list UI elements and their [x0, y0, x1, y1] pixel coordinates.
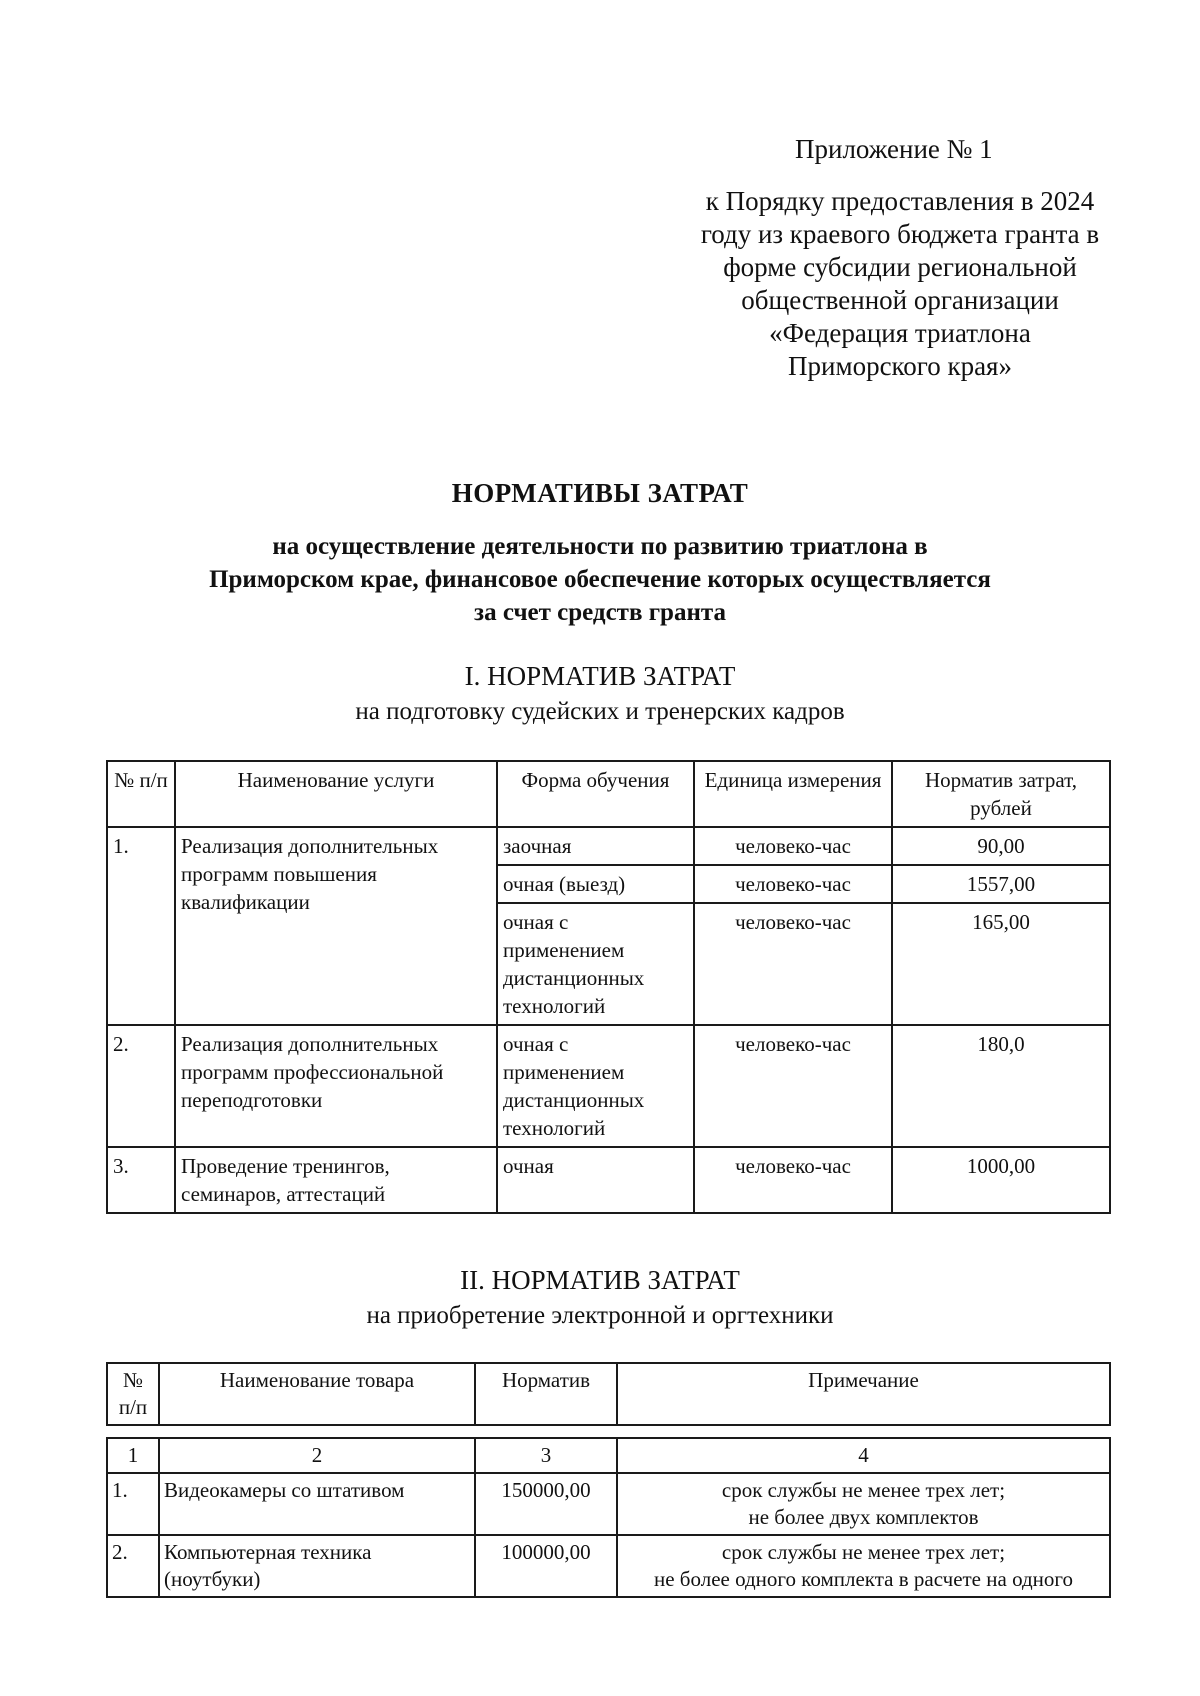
header-cost-norm: Норматив затрат, рублей	[892, 761, 1110, 827]
note-line: срок службы не менее трех лет;	[721, 1478, 1006, 1502]
header-num: № п/п	[107, 1363, 159, 1425]
service-name: Проведение тренингов, семинаров, аттестаций	[175, 1147, 497, 1213]
table-row	[107, 1535, 1110, 1597]
service-name: Реализация дополнительных программ профессиональной переподготовки	[175, 1025, 497, 1147]
unit: человеко-час	[694, 1147, 892, 1213]
table-row	[107, 1473, 1110, 1535]
header-num: № п/п	[107, 761, 175, 827]
document-title: НОРМАТИВЫ ЗАТРАТ	[451, 478, 749, 508]
header-norm: Норматив	[475, 1363, 617, 1425]
training-form: очная (выезд)	[497, 865, 694, 903]
column-number: 2	[159, 1438, 475, 1473]
service-name: Реализация дополнительных программ повышения квалификации	[175, 827, 497, 1025]
product-name: Видеокамеры со штативом	[159, 1473, 475, 1535]
section1-subheading: на подготовку судейских и тренерских кадров	[355, 698, 845, 725]
unit: человеко-час	[694, 865, 892, 903]
equipment-cost-table	[106, 1362, 1111, 1598]
document-subtitle: на осуществление деятельности по развитию триатлона в Приморском крае, финансовое обеспечение которых осуществляется за счет средств гранта	[209, 533, 991, 626]
unit: человеко-час	[694, 903, 892, 1025]
norm-value: 100000,00	[475, 1535, 617, 1597]
appendix-title: Приложение № 1	[795, 134, 993, 164]
table-row	[107, 1147, 1110, 1213]
row-number: 2.	[107, 1535, 159, 1597]
note	[617, 1535, 1110, 1597]
note-line: срок службы не менее трех лет;	[721, 1540, 1006, 1564]
table-header-row	[107, 1363, 1110, 1425]
training-cost-table	[106, 760, 1111, 1214]
column-number: 3	[475, 1438, 617, 1473]
header-note: Примечание	[617, 1363, 1110, 1425]
cost-value: 1557,00	[892, 865, 1110, 903]
section2-heading: II. НОРМАТИВ ЗАТРАТ	[460, 1265, 740, 1295]
section2-subheading: на приобретение электронной и оргтехники	[366, 1302, 834, 1329]
unit: человеко-час	[694, 827, 892, 865]
section1-heading: I. НОРМАТИВ ЗАТРАТ	[464, 661, 736, 691]
cost-value: 90,00	[892, 827, 1110, 865]
norm-value: 150000,00	[475, 1473, 617, 1535]
note-line: не более одного комплекта в расчете на одного	[654, 1567, 1073, 1591]
header-product-name: Наименование товара	[159, 1363, 475, 1425]
header-unit: Единица измерения	[694, 761, 892, 827]
column-number-row	[107, 1438, 1110, 1473]
header-training-form: Форма обучения	[497, 761, 694, 827]
training-form: очная с применением дистанционных технологий	[497, 1025, 694, 1147]
column-number: 4	[617, 1438, 1110, 1473]
header-service-name: Наименование услуги	[175, 761, 497, 827]
row-number: 1.	[107, 827, 175, 1025]
table-row	[107, 827, 1110, 865]
training-form: очная с применением дистанционных технологий	[497, 903, 694, 1025]
table-row	[107, 1025, 1110, 1147]
training-form: очная	[497, 1147, 694, 1213]
appendix-text: к Порядку предоставления в 2024 году из краевого бюджета гранта в форме субсидии региональной общественной организации «Федерация триатлона Приморского края»	[700, 186, 1100, 381]
cost-value: 165,00	[892, 903, 1110, 1025]
note-line: не более двух комплектов	[748, 1505, 979, 1529]
unit: человеко-час	[694, 1025, 892, 1147]
note	[617, 1473, 1110, 1535]
row-number: 1.	[107, 1473, 159, 1535]
row-number: 3.	[107, 1147, 175, 1213]
cost-value: 1000,00	[892, 1147, 1110, 1213]
training-form: заочная	[497, 827, 694, 865]
column-number: 1	[107, 1438, 159, 1473]
table-header-row	[107, 761, 1110, 827]
cost-value: 180,0	[892, 1025, 1110, 1147]
row-number: 2.	[107, 1025, 175, 1147]
product-name: Компьютерная техника (ноутбуки)	[159, 1535, 475, 1597]
